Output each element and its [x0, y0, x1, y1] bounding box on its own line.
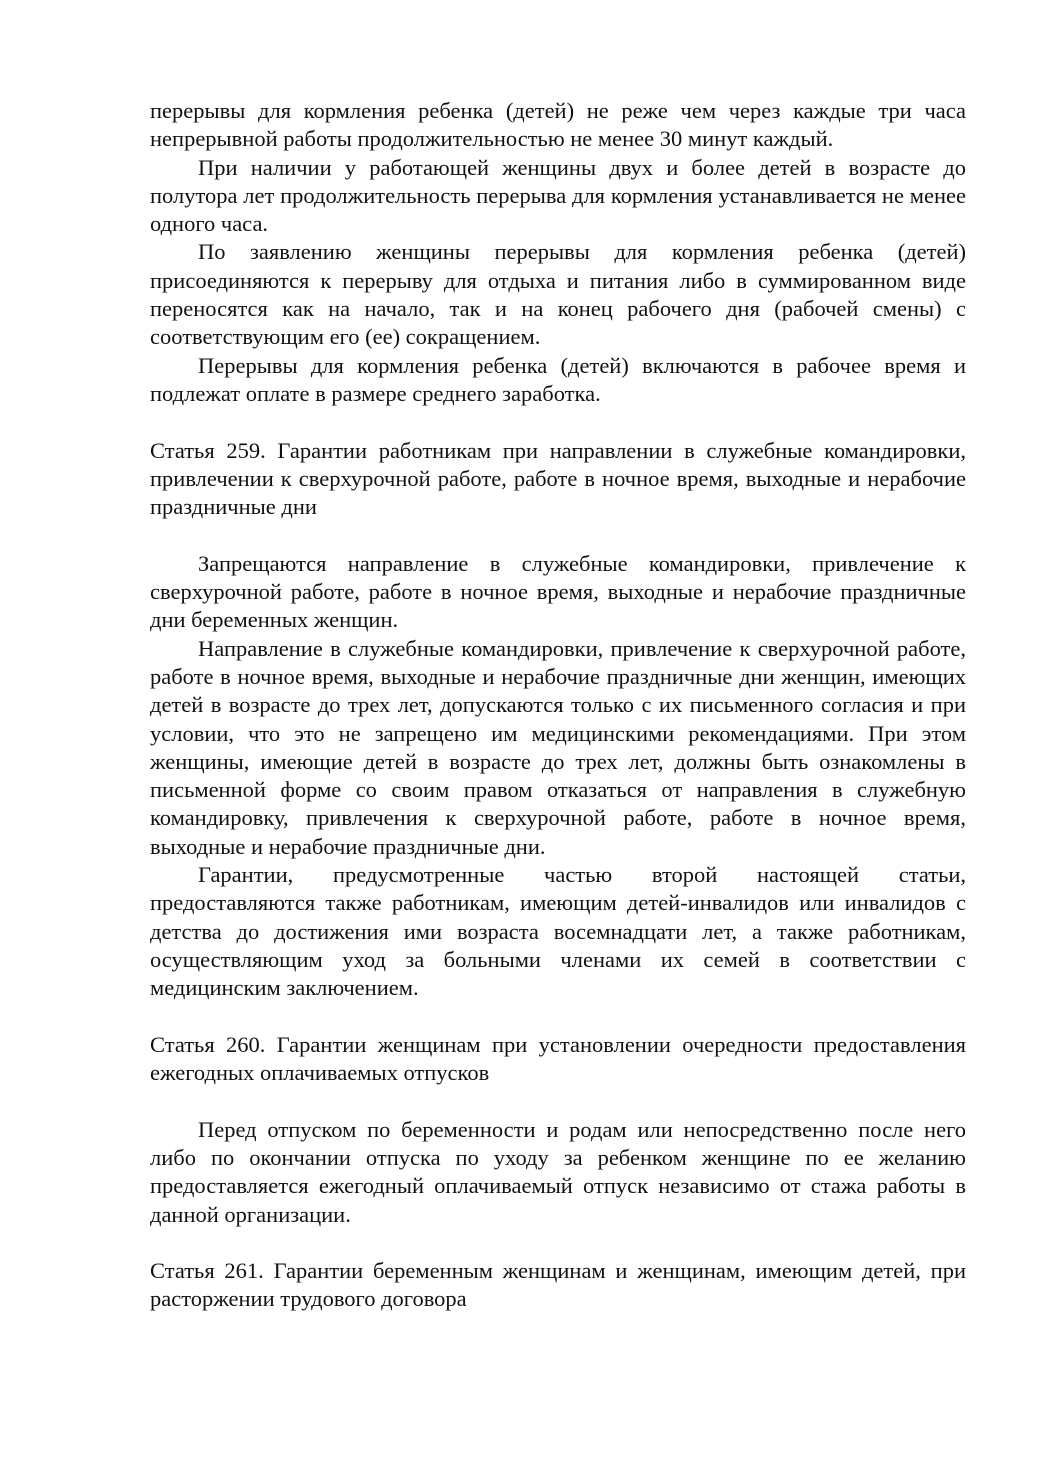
article-261-heading: Статья 261. Гарантии беременным женщинам и женщинам, имеющим детей, при расторжении трудового договора	[150, 1258, 966, 1312]
article-259-paragraph-1: Запрещаются направление в служебные командировки, привлечение к сверхурочной работе, работе в ночное время, выходные и нерабочие праздничные дни беременных женщин.	[150, 550, 966, 633]
spacer	[150, 1087, 966, 1115]
spacer	[150, 1229, 966, 1257]
article-259-paragraph-2: Направление в служебные командировки, привлечение к сверхурочной работе, работе в ночное время, выходные и нерабочие праздничные дни женщин, имеющих детей в возрасте до трех лет, допускаются только с их письменного согласия и при условии, что это не запрещено им медицинскими рекомендациями. При этом женщины, имеющие детей в возрасте до трех лет, должны быть ознакомлены в письменной форме со своим правом отказаться от направления в служебную командировку, привлечения к сверхурочной работе, работе в ночное время, выходные и нерабочие праздничные дни.	[150, 635, 966, 859]
spacer	[150, 408, 966, 436]
article-260-paragraph-1: Перед отпуском по беременности и родам или непосредственно после него либо по окончании отпуска по уходу за ребенком женщине по ее желанию предоставляется ежегодный оплачиваемый отпуск независимо от стажа работы в данной организации.	[150, 1116, 966, 1227]
intro-paragraph-4: Перерывы для кормления ребенка (детей) включаются в рабочее время и подлежат оплате в размере среднего заработка.	[150, 352, 966, 406]
article-260-heading: Статья 260. Гарантии женщинам при установлении очередности предоставления ежегодных оплачиваемых отпусков	[150, 1031, 966, 1086]
article-259-heading: Статья 259. Гарантии работникам при направлении в служебные командировки, привлечении к сверхурочной работе, работе в ночное время, выходные и нерабочие праздничные дни	[150, 437, 966, 520]
intro-paragraph-2: При наличии у работающей женщины двух и более детей в возрасте до полутора лет продолжительность перерыва для кормления устанавливается не менее одного часа.	[150, 154, 966, 237]
intro-paragraph-3: По заявлению женщины перерывы для кормления ребенка (детей) присоединяются к перерыву для отдыха и питания либо в суммированном виде переносятся как на начало, так и на конец рабочего дня (рабочей смены) с соответствующим его (ее) сокращением.	[150, 239, 966, 350]
spacer	[150, 1003, 966, 1031]
spacer	[150, 521, 966, 549]
article-259-paragraph-3: Гарантии, предусмотренные частью второй настоящей статьи, предоставляются также работникам, имеющим детей-инвалидов или инвалидов с детства до достижения ими возраста восемнадцати лет, а также работникам, осуществляющим уход за больными членами их семей в соответствии с медицинским заключением.	[150, 862, 966, 1001]
intro-paragraph-1: перерывы для кормления ребенка (детей) не реже чем через каждые три часа непрерывной работы продолжительностью не менее 30 минут каждый.	[150, 98, 966, 152]
document-page	[150, 97, 966, 1314]
